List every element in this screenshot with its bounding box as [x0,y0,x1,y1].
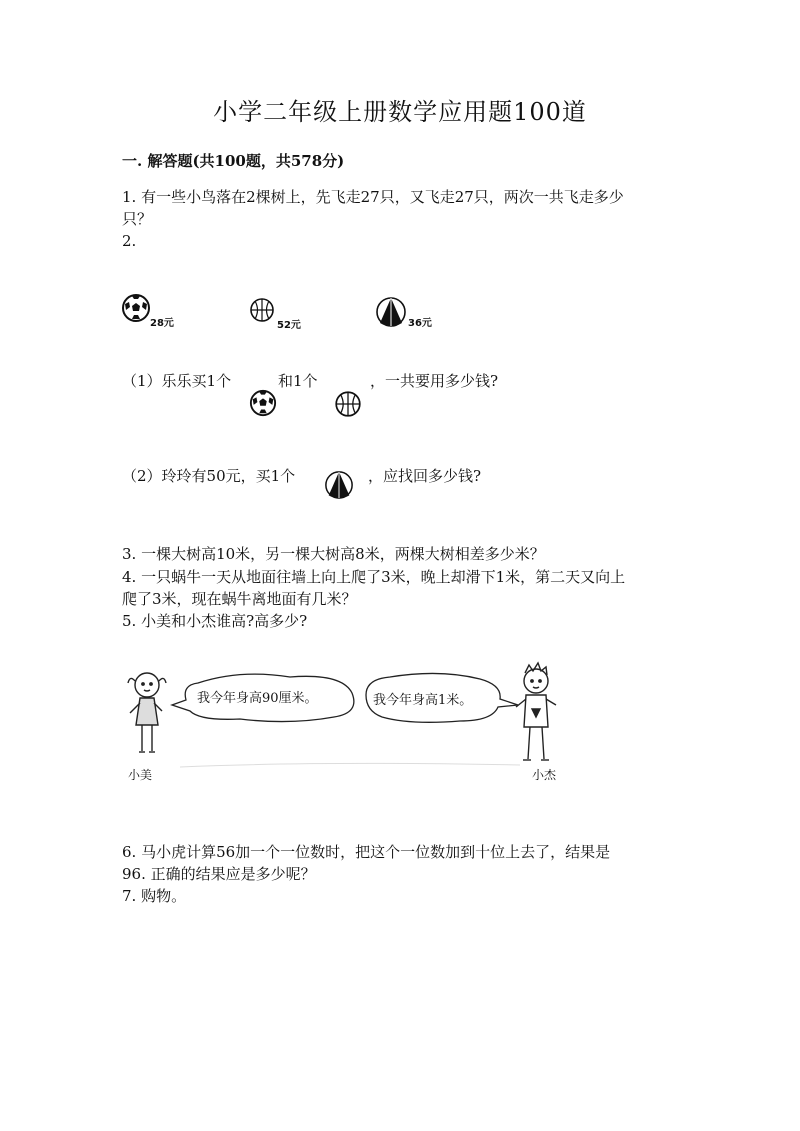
sub-question-1-middle: 和1个 [278,372,318,390]
question-4-line-2: 爬了3米，现在蜗牛离地面有几米？ [122,590,357,608]
boy-name-label: 小杰 [532,768,557,782]
soccer-ball-icon [249,388,277,418]
question-7: 7. 购物。 [122,887,187,905]
soccer-ball-icon [121,292,151,324]
question-5: 5. 小美和小杰谁高?高多少? [122,612,308,630]
beach-ball-icon [375,296,407,328]
basketball-price: 52元 [277,320,301,331]
question-6-line-1: 6. 马小虎计算56加一个一位数时，把这个一位数加到十位上去了，结果是 [122,843,611,861]
boy-speech-text: 我今年身高1米。 [373,693,473,708]
page-title: 小学二年级上册数学应用题100道 [213,98,587,126]
height-comparison-illustration [120,655,588,800]
question-4-line-1: 4. 一只蜗牛一天从地面往墙上向上爬了3米，晚上却滑下1米，第二天又向上 [122,568,626,586]
question-6-line-2: 96. 正确的结果应是多少呢？ [122,865,316,883]
sub-question-1-start: （1）乐乐买1个 [122,372,232,390]
question-1-line-2: 只？ [122,210,153,228]
girl-figure [128,673,166,752]
girl-name-label: 小美 [128,768,153,782]
sub-question-2-start: （2）玲玲有50元，买1个 [122,467,296,485]
basketball-icon [334,389,362,419]
sub-question-1-end: ，一共要用多少钱? [370,372,499,390]
section-heading: 一. 解答题(共100题，共578分) [122,152,345,170]
sub-question-2-end: ，应找回多少钱? [368,467,482,485]
question-2-number: 2. [122,232,137,250]
boy-figure [516,663,556,760]
girl-speech-text: 我今年身高90厘米。 [197,691,318,706]
question-1-line-1: 1. 有一些小鸟落在2棵树上，先飞走27只，又飞走27只，两次一共飞走多少 [122,188,624,206]
beach-ball-price: 36元 [408,318,432,329]
basketball-icon [249,296,275,324]
beach-ball-icon [324,470,354,500]
soccer-ball-price: 28元 [150,318,174,329]
question-3: 3. 一棵大树高10米，另一棵大树高8米，两棵大树相差多少米？ [122,545,545,563]
